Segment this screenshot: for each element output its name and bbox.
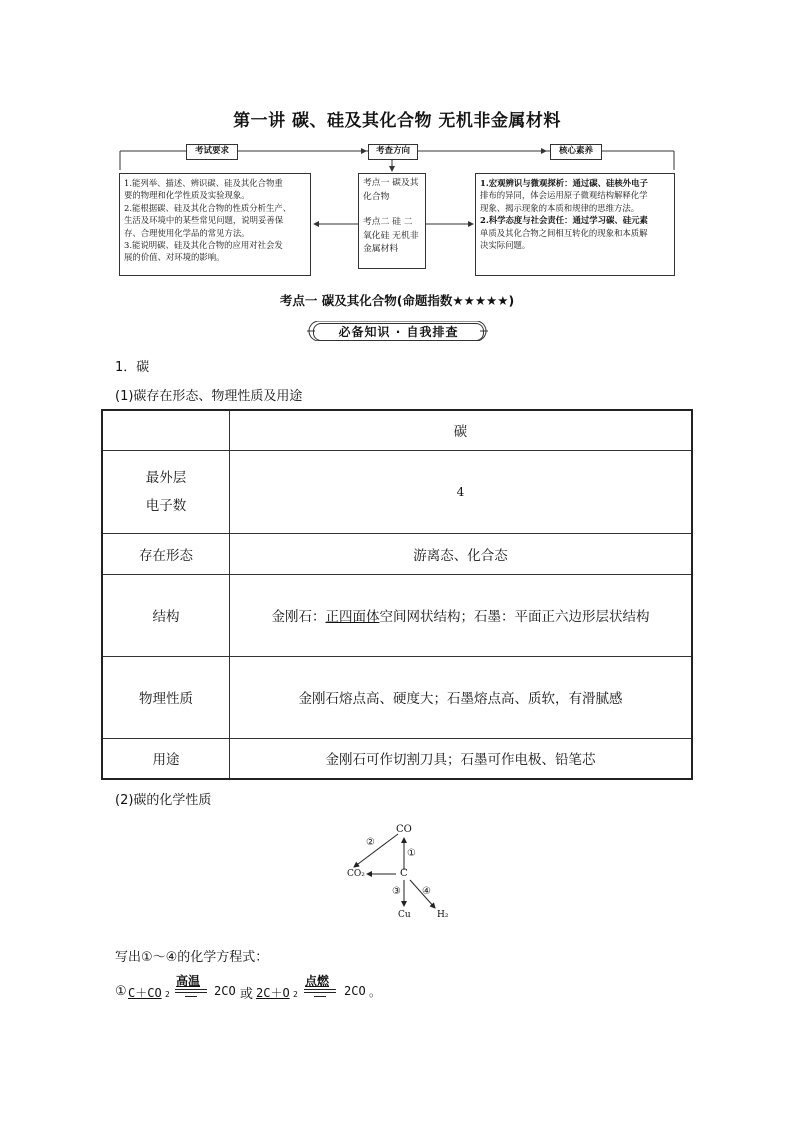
lit-line: 单质及其化合物之间相互转化的现象和本质解 xyxy=(480,227,648,238)
subsection-heading: (2)碳的化学性质 xyxy=(115,793,212,808)
or-text: 或 xyxy=(240,987,254,1002)
table-row xyxy=(102,738,692,779)
equals-sign xyxy=(314,996,326,997)
reaction-scheme xyxy=(340,820,460,925)
table-value-cell xyxy=(230,574,693,656)
dir-line: 氧化硅 无机非 xyxy=(363,230,419,241)
structure-text: 金刚石： xyxy=(271,609,326,625)
reactants: C＋CO xyxy=(128,986,162,1000)
table-label-cell xyxy=(102,450,230,533)
condition: 点燃 xyxy=(305,974,330,988)
equation-prompt: 写出①～④的化学方程式： xyxy=(115,950,269,965)
exam-direction-box xyxy=(358,173,426,269)
exam-direction-header: 考查方向 xyxy=(368,144,418,160)
step-2-label: ② xyxy=(366,837,375,848)
step-3-label: ③ xyxy=(392,886,401,897)
structure-text: 空间网状结构；石墨：平面正六边形层状结构 xyxy=(379,609,650,625)
req-line: 1.能列举、描述、辨识碳、硅及其化合物重 xyxy=(124,178,283,188)
equals-sign xyxy=(175,989,207,993)
co-label: CO xyxy=(396,824,412,835)
dir-line xyxy=(363,204,421,216)
exam-overview-diagram xyxy=(118,140,676,278)
table-row xyxy=(102,574,692,656)
co2-label: CO₂ xyxy=(347,869,365,879)
knowledge-banner xyxy=(307,321,488,341)
subsection-heading: (1)碳存在形态、物理性质及用途 xyxy=(115,389,303,404)
reactants: 2C＋O xyxy=(256,986,290,1000)
req-line: 生活及环境中的某些常见问题，说明妥善保 xyxy=(124,215,284,226)
step-1-label: ① xyxy=(407,848,416,859)
label-line: 电子数 xyxy=(145,497,187,514)
equation-number: ① xyxy=(115,984,127,999)
table-row xyxy=(102,533,692,574)
core-literacy-box xyxy=(475,173,675,276)
page-title: 第一讲 碳、硅及其化合物 无机非金属材料 xyxy=(233,111,561,131)
exam-requirements-box xyxy=(119,173,311,276)
req-line: 展的价值、对环境的影响。 xyxy=(124,252,225,263)
table-row xyxy=(102,450,692,533)
core-literacy-header: 核心素养 xyxy=(550,144,602,160)
carbon-properties-table xyxy=(101,409,693,780)
table-label-cell: 物理性质 xyxy=(102,656,230,738)
table-value-cell: 金刚石熔点高、硬度大；石墨熔点高、质软，有滑腻感 xyxy=(230,656,693,738)
section-heading: 1．碳 xyxy=(115,360,150,375)
table-label-cell: 用途 xyxy=(102,738,230,779)
req-line: 3.能说明碳、硅及其化合物的应用对社会发 xyxy=(124,240,283,251)
dir-line: 金属材料 xyxy=(363,244,399,254)
product: 2CO xyxy=(344,984,366,998)
step-4-label: ④ xyxy=(422,886,431,897)
table-value-cell: 游离态、化合态 xyxy=(230,533,693,574)
structure-underlined: 正四面体 xyxy=(325,609,380,625)
h2-label: H₂ xyxy=(437,910,449,920)
period: 。 xyxy=(369,985,382,999)
dir-line: 考点一 碳及其 xyxy=(363,178,419,188)
equals-sign xyxy=(185,996,197,997)
condition: 高温 xyxy=(176,974,201,988)
subscript: 2 xyxy=(165,990,170,999)
label-line: 最外层 xyxy=(145,469,187,486)
equation-1 xyxy=(115,972,535,1012)
topic-heading: 考点一 碳及其化合物(命题指数★★★★★) xyxy=(279,293,515,308)
table-header-cell: 碳 xyxy=(230,410,693,450)
table-row xyxy=(102,410,692,450)
table-label-cell: 存在形态 xyxy=(102,533,230,574)
c-label: C xyxy=(400,868,408,879)
cu-label: Cu xyxy=(398,910,411,920)
table-row xyxy=(102,656,692,738)
table-label-cell: 结构 xyxy=(102,574,230,656)
product: 2CO xyxy=(214,984,236,998)
req-line: 存、合理使用化学品的常见方法。 xyxy=(124,227,250,238)
lit-line: 排布的异同，体会运用原子微观结构解释化学 xyxy=(480,190,648,201)
dir-line: 化合物 xyxy=(363,191,390,202)
table-value-cell: 4 xyxy=(230,450,693,533)
lit-line: 现象、揭示现象的本质和规律的思维方法。 xyxy=(480,202,640,213)
lit-line: 1.宏观辨识与微观探析：通过碳、硅核外电子 xyxy=(480,178,648,188)
table-value-cell: 金刚石可作切割刀具；石墨可作电极、铅笔芯 xyxy=(230,738,693,779)
req-line: 2.能根据碳、硅及其化合物的性质分析生产、 xyxy=(124,202,292,213)
req-line: 要的物理和化学性质及实验现象。 xyxy=(124,190,250,201)
lit-line: 决实际问题。 xyxy=(480,240,531,251)
exam-requirements-header: 考试要求 xyxy=(186,144,238,160)
banner-label: 必备知识 · 自我排查 xyxy=(313,323,484,341)
lit-line: 2.科学态度与社会责任：通过学习碳、硅元素 xyxy=(480,215,648,226)
subscript: 2 xyxy=(293,990,298,999)
equals-sign xyxy=(304,989,336,993)
dir-line: 考点二 硅 二 xyxy=(363,217,413,227)
table-cell xyxy=(102,410,230,450)
